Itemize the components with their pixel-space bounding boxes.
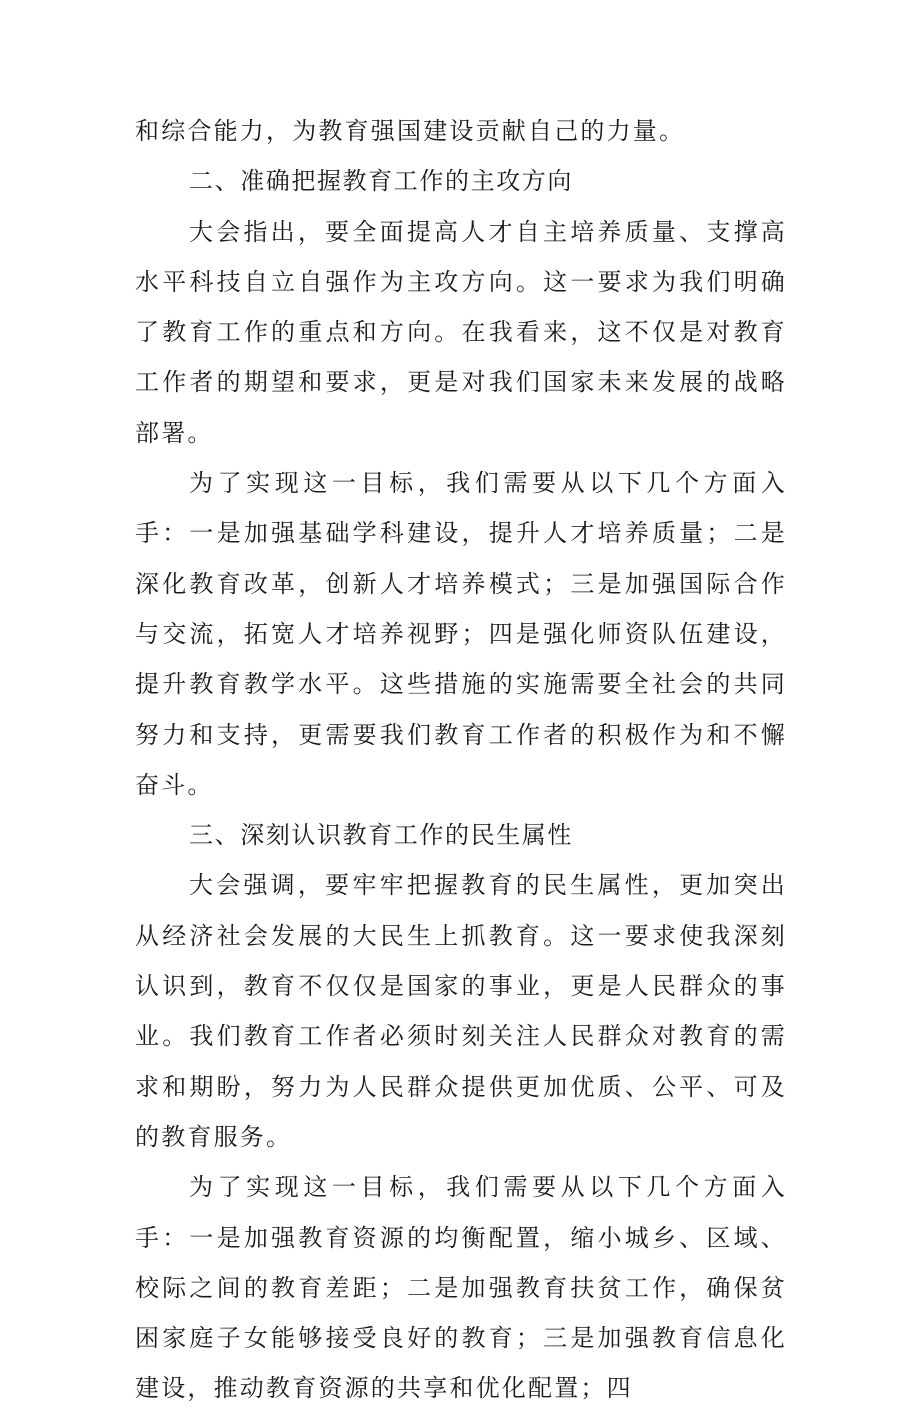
paragraph: 为了实现这一目标，我们需要从以下几个方面入手：一是加强基础学科建设，提升人才培养质量；二是深化教育改革，创新人才培养模式；三是加强国际合作与交流，拓宽人才培养视野；四是强化师资队伍建设，提升教育教学水平。这些措施的实施需要全社会的共同努力和支持，更需要我们教育工作者的积极作为和不懈奋斗。 (135, 469, 787, 799)
document-body (135, 106, 787, 1414)
section-heading-two: 二、准确把握教育工作的主攻方向 (189, 167, 573, 196)
paragraph: 大会指出，要全面提高人才自主培养质量、支撑高水平科技自立自强作为主攻方向。这一要求为我们明确了教育工作的重点和方向。在我看来，这不仅是对教育工作者的期望和要求，更是对我们国家未来发展的战略部署。 (135, 217, 787, 447)
paragraph: 大会强调，要牢牢把握教育的民生属性，更加突出从经济社会发展的大民生上抓教育。这一要求使我深刻认识到，教育不仅仅是国家的事业，更是人民群众的事业。我们教育工作者必须时刻关注人民群众对教育的需求和期盼，努力为人民群众提供更加优质、公平、可及的教育服务。 (135, 871, 787, 1151)
section-heading-three: 三、深刻认识教育工作的民生属性 (189, 821, 573, 850)
paragraph: 为了实现这一目标，我们需要从以下几个方面入手：一是加强教育资源的均衡配置，缩小城乡、区域、校际之间的教育差距；二是加强教育扶贫工作，确保贫困家庭子女能够接受良好的教育；三是加强教育信息化建设，推动教育资源的共享和优化配置；四 (135, 1173, 787, 1403)
paragraph-continuation: 和综合能力，为教育强国建设贡献自己的力量。 (135, 117, 686, 145)
